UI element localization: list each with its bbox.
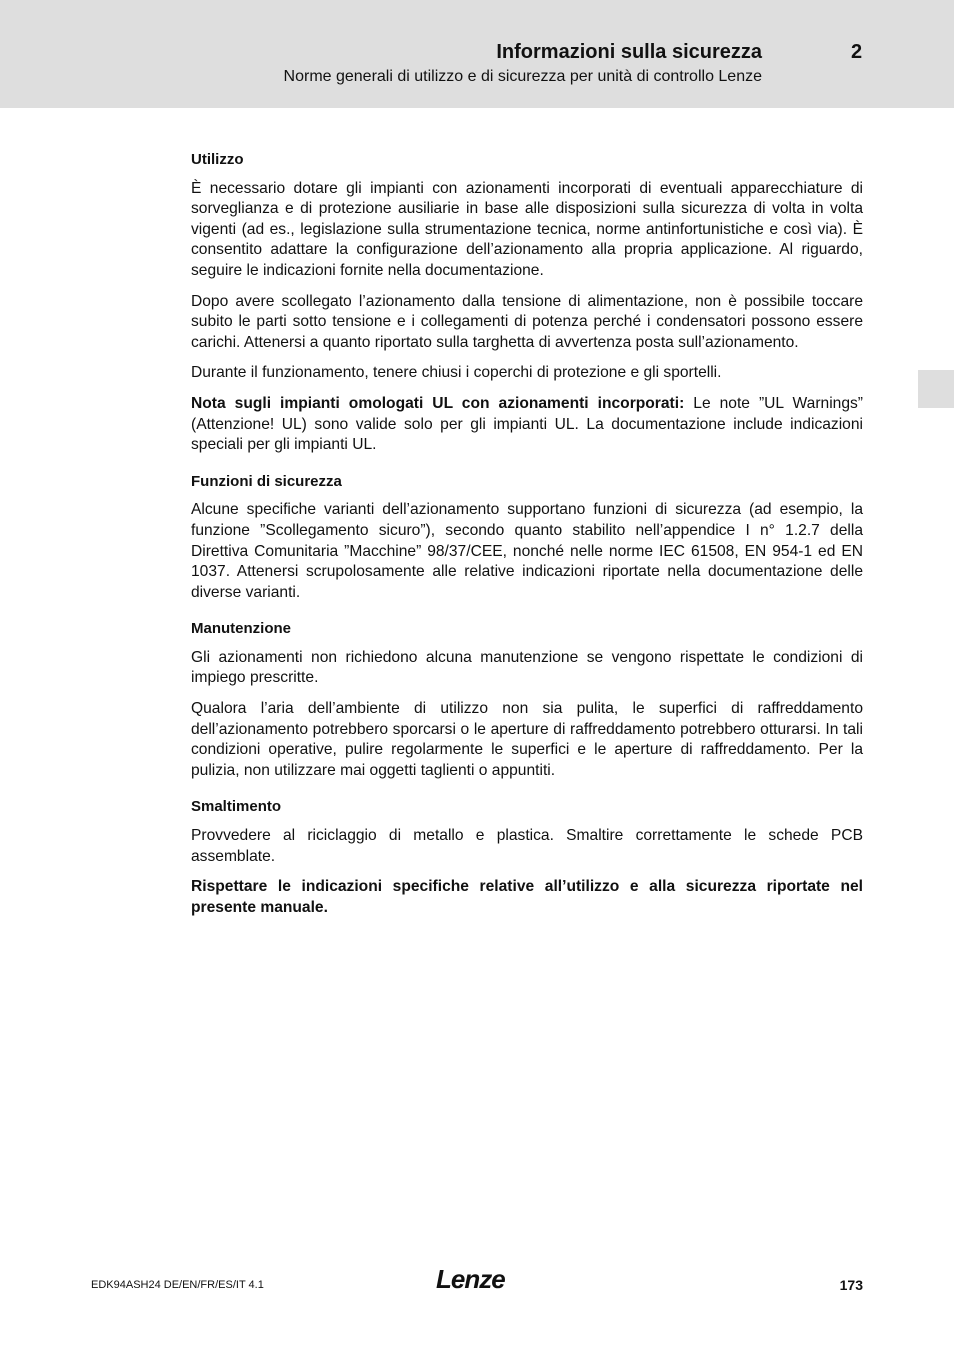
chapter-title: Informazioni sulla sicurezza <box>496 41 762 63</box>
section-smaltimento <box>191 797 863 918</box>
section-heading: Funzioni di sicurezza <box>191 472 342 490</box>
section-heading: Manutenzione <box>191 620 291 638</box>
paragraph: Alcune specifiche varianti dell’azionamento supportano funzioni di sicurezza (ad esempio, la funzione ”Scollegamento sicuro”), secondo quanto stabilito nell’appendice I n° 1.2.7 della Direttiva Comunitaria ”Macchine” 98/37/CEE, nonché nelle norme IEC 61508, EN 954-1 ed EN 1037. Attenersi scrupolosamente alle relative indicazioni riportate nella documentazione delle diverse varianti. <box>191 501 863 601</box>
lenze-logo: Lenze <box>436 1264 505 1294</box>
paragraph: Dopo avere scollegato l’azionamento dalla tensione di alimentazione, non è possibile toccare subito le parti sotto tensione e i collegamenti di potenza perché i condensatori possono essere carichi. Attenersi a quanto riportato sulla targhetta di avvertenza posta sull’azionamento. <box>191 292 863 351</box>
ul-note-text: Le note ”UL Warnings” (Attenzione! UL) sono valide solo per gli impianti UL. La documentazione include indicazioni speciali per gli impianti UL. <box>191 394 863 454</box>
ul-note-label: Nota sugli impianti omologati UL con azionamenti incorporati: <box>191 394 685 412</box>
section-funzioni-di-sicurezza <box>191 472 863 604</box>
section-utilizzo <box>191 150 863 456</box>
chapter-subtitle: Norme generali di utilizzo e di sicurezza per unità di controllo Lenze <box>283 68 762 85</box>
page-number: 173 <box>839 1277 863 1293</box>
page-header <box>0 0 954 108</box>
paragraph: Gli azionamenti non richiedono alcuna manutenzione se vengono rispettate le condizioni di impiego prescritte. <box>191 648 863 687</box>
chapter-tab-marker <box>918 370 954 408</box>
ul-note-paragraph <box>191 394 863 456</box>
document-code: EDK94ASH24 DE/EN/FR/ES/IT 4.1 <box>91 1279 264 1291</box>
paragraph: Provvedere al riciclaggio di metallo e plastica. Smaltire correttamente le schede PCB assemblate. <box>191 827 863 865</box>
paragraph: Qualora l’aria dell’ambiente di utilizzo non sia pulita, le superfici di raffreddamento dell’azionamento potrebbero sporcarsi o le aperture di raffreddamento potrebbero otturarsi. In tali condizioni operative, pulire regolarmente le superfici e le aperture di raffreddamento. Per la pulizia, non utilizzare mai oggetti taglienti o appuntiti. <box>191 700 863 779</box>
paragraph: Durante il funzionamento, tenere chiusi i coperchi di protezione e gli sportelli. <box>191 364 722 382</box>
paragraph: È necessario dotare gli impianti con azionamenti incorporati di eventuali apparecchiature di sorveglianza e di protezione ausiliarie in base alle disposizioni sulla sicurezza di volta in volta vigenti (ad es., legislazione sulla strumentazione tecnica, norme antinfortunistiche e così via). È consentito adattare la configurazione dell’azionamento alla propria applicazione. Al riguardo, seguire le indicazioni fornite nella documentazione. <box>191 179 863 279</box>
page-body <box>191 150 863 934</box>
chapter-number: 2 <box>851 41 863 63</box>
closing-notice: Rispettare le indicazioni specifiche relative all’utilizzo e alla sicurezza riportate nel presente manuale. <box>191 878 863 916</box>
section-heading: Smaltimento <box>191 798 282 816</box>
section-heading: Utilizzo <box>191 151 244 168</box>
section-manutenzione <box>191 619 863 781</box>
